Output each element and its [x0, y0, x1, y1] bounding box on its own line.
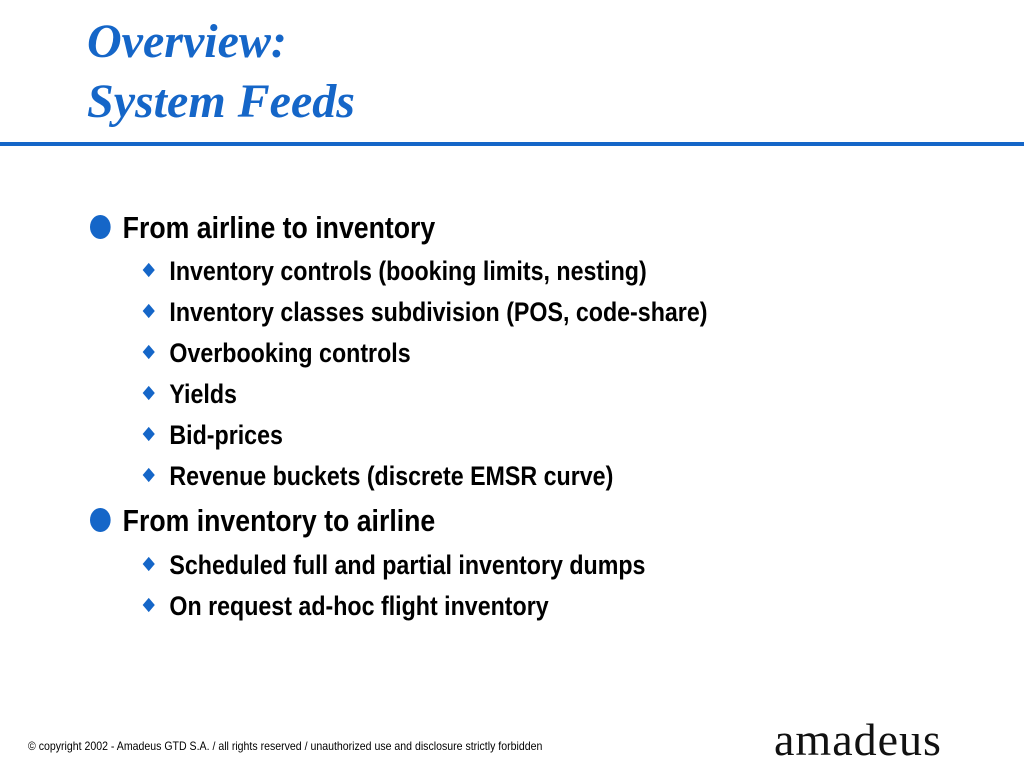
list-item-text: On request ad-hoc flight inventory [169, 591, 549, 621]
list-item [141, 420, 283, 451]
list-item [141, 461, 613, 492]
diamond-bullet-icon [143, 386, 155, 400]
diamond-bullet-icon [143, 304, 155, 318]
diamond-bullet-icon [143, 345, 155, 359]
diamond-bullet-icon [143, 598, 155, 612]
section-heading [90, 503, 435, 539]
copyright-notice: © copyright 2002 - Amadeus GTD S.A. / all rights reserved / unauthorized use and disclosure strictly forbidden [28, 739, 543, 753]
amadeus-logo: amadeus [774, 714, 942, 765]
section-heading-text: From airline to inventory [122, 210, 436, 245]
list-item-text: Overbooking controls [169, 338, 411, 368]
list-item [141, 338, 411, 369]
diamond-bullet-icon [143, 557, 155, 571]
list-item [141, 379, 237, 410]
list-item [141, 256, 647, 287]
list-item-text: Yields [169, 379, 237, 409]
section-heading-text: From inventory to airline [122, 503, 436, 538]
list-item-text: Inventory controls (booking limits, nesting) [169, 256, 647, 286]
diamond-bullet-icon [143, 427, 155, 441]
diamond-bullet-icon [143, 263, 155, 277]
circle-bullet-icon [90, 215, 111, 239]
title-line-1: Overview: [87, 15, 287, 68]
title-divider [0, 142, 1024, 146]
list-item [141, 550, 645, 581]
diamond-bullet-icon [143, 468, 155, 482]
list-item-text: Scheduled full and partial inventory dumps [169, 550, 646, 580]
list-item [141, 297, 707, 328]
section-heading [90, 210, 435, 246]
circle-bullet-icon [90, 508, 111, 532]
list-item [141, 591, 549, 622]
list-item-text: Bid-prices [169, 420, 283, 450]
slide-title [87, 12, 355, 132]
list-item-text: Inventory classes subdivision (POS, code-share) [169, 297, 708, 327]
list-item-text: Revenue buckets (discrete EMSR curve) [169, 461, 614, 491]
title-line-2: System Feeds [87, 75, 355, 128]
